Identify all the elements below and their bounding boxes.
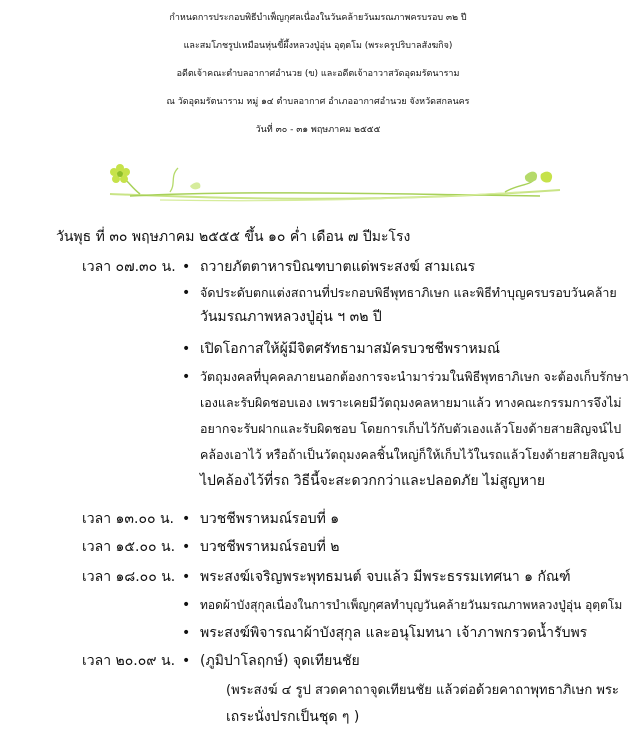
note-line-2: เถระนั่งปรกเป็นชุด ๆ ): [226, 709, 360, 725]
header-line-1: กำหนดการประกอบพิธีบำเพ็ญกุศลเนื่องในวันคล้ายวันมรณภาพครบรอบ ๓๒ ปี: [169, 13, 467, 23]
header-line-4: ณ วัดอุดมรัตนาราม หมู่ ๑๔ ตำบลอากาศ อำเภออากาศอำนวย จังหวัดสกลนคร: [166, 97, 470, 107]
list-item: เปิดโอกาสให้ผู้มีจิตศรัทธามาสมัครบวชชีพราหมณ์: [200, 341, 500, 357]
list-item: พระสงฆ์พิจารณาผ้าบังสุกุล และอนุโมทนา เจ้าภาพกรวดน้ำรับพร: [200, 625, 588, 641]
bullet: •: [182, 653, 191, 669]
bullet: •: [182, 259, 191, 275]
list-item: บวชชีพราหมณ์รอบที่ ๒: [200, 539, 340, 555]
time-1800: เวลา ๑๘.๐๐ น.: [82, 569, 176, 585]
bullet: •: [182, 597, 191, 613]
header-line-3: อดีตเจ้าคณะตำบลอากาศอำนวย (ข) และอดีตเจ้าอาวาสวัดอุดมรัตนาราม: [176, 69, 460, 79]
list-item: ถวายภัตตาหารบิณฑบาตแด่พระสงฆ์ สามเณร: [200, 259, 476, 275]
list-item: จัดประดับตกแต่งสถานที่ประกอบพิธีพุทธาภิเษก และพิธีทำบุญครบรอบวันคล้าย: [200, 285, 617, 300]
list-item: คล้องเอาไว้ หรือถ้าเป็นวัตถุมงคลชิ้นใหญ่ก็ให้เก็บไว้ในรถแล้วโยงด้ายสายสิญจน์: [200, 447, 624, 462]
list-item: วันมรณภาพหลวงปู่อุ่น ฯ ๓๒ ปี: [200, 309, 382, 325]
bullet: •: [182, 539, 191, 555]
list-item: พระสงฆ์เจริญพระพุทธมนต์ จบแล้ว มีพระธรรมเทศนา ๑ กัณฑ์: [200, 569, 571, 585]
list-item: ทอดผ้าบังสุกุลเนื่องในการบำเพ็ญกุศลทำบุญวันคล้ายวันมรณภาพหลวงปู่อุ่น อุตฺตโม: [200, 598, 623, 612]
time-1500: เวลา ๑๕.๐๐ น.: [82, 539, 176, 555]
time-1300: เวลา ๑๓.๐๐ น.: [82, 511, 175, 527]
list-item: ไปคล้องไว้ที่รถ วิธีนี้จะสะดวกกว่าและปลอดภัย ไม่สูญหาย: [200, 473, 546, 489]
bullet: •: [182, 341, 191, 357]
header-line-2: และสมโภชรูปเหมือนหุ่นขี้ผึ้งหลวงปู่อุ่น อุตฺตโม (พระครูปริบาลสังฆกิจ): [183, 41, 453, 51]
day-heading: วันพุธ ที่ ๓๐ พฤษภาคม ๒๕๕๕ ขึ้น ๑๐ ค่ำ เดือน ๗ ปีมะโรง: [56, 229, 411, 245]
list-item: อยากจะรับฝากและรับผิดชอบ โดยการเก็บไว้กับตัวเองแล้วโยงด้ายสายสิญจน์ไป: [200, 421, 622, 436]
header-line-5: วันที่ ๓๐ - ๓๑ พฤษภาคม ๒๕๕๕: [255, 125, 381, 135]
bullet: •: [182, 285, 191, 301]
bullet: •: [182, 369, 191, 385]
time-2009: เวลา ๒๐.๐๙ น.: [82, 653, 176, 669]
note-line-1: (พระสงฆ์ ๔ รูป สวดคาถาจุดเทียนชัย แล้วต่อด้วยคาถาพุทธาภิเษก พระ: [226, 683, 619, 698]
bullet: •: [182, 625, 191, 641]
flower-vine-icon: [100, 156, 570, 216]
list-item: วัตถุมงคลที่บุคคลภายนอกต้องการจะนำมาร่วมในพิธีพุทธาภิเษก จะต้องเก็บรักษา: [200, 369, 629, 384]
bullet: •: [182, 511, 191, 527]
list-item: (ภูมิปาโลฤกษ์) จุดเทียนชัย: [200, 653, 360, 669]
bullet: •: [182, 569, 191, 585]
time-0730: เวลา ๐๗.๓๐ น.: [82, 259, 176, 275]
list-item: เองและรับผิดชอบเอง เพราะเคยมีวัตถุมงคลหายมาแล้ว ทางคณะกรรมการจึงไม่: [200, 395, 622, 410]
list-item: บวชชีพราหมณ์รอบที่ ๑: [200, 511, 340, 527]
